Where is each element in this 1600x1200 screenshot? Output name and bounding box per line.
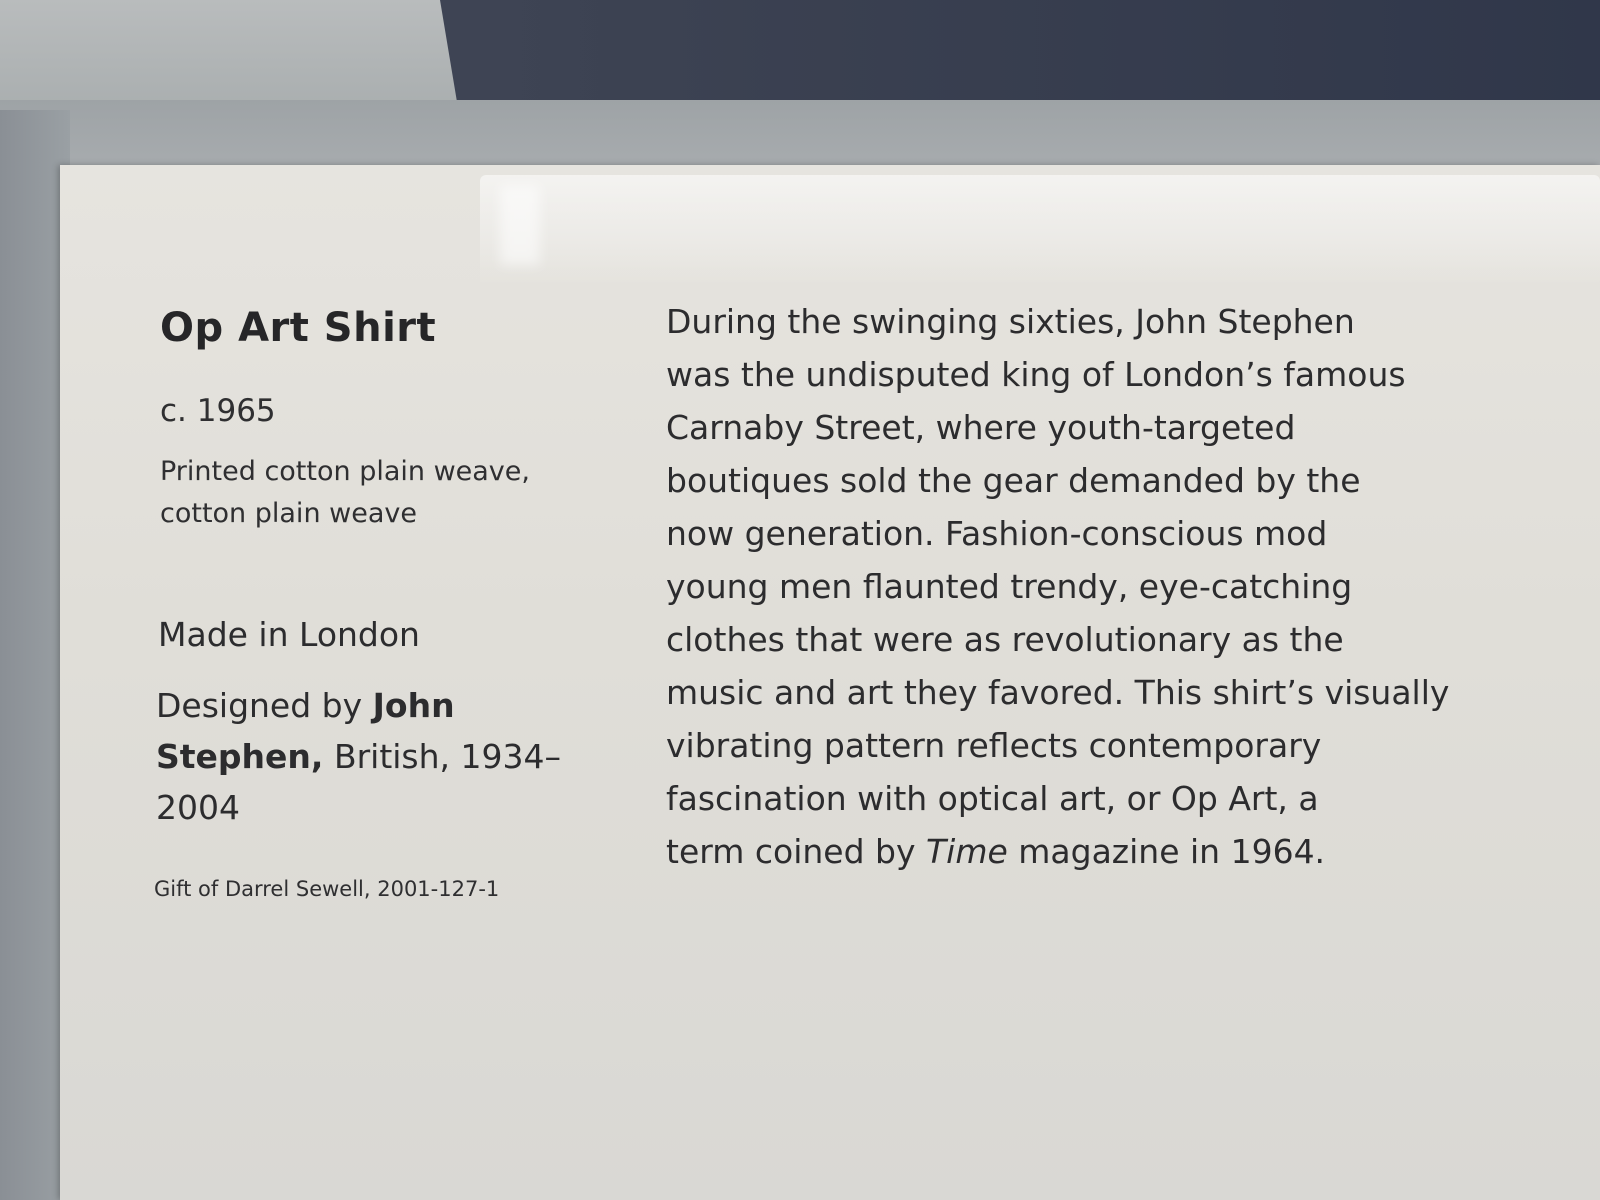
description-line: young men flaunted trendy, eye-catching (666, 567, 1353, 606)
description-line: music and art they favored. This shirt’s visually (666, 673, 1450, 712)
object-place: Made in London (158, 615, 420, 654)
museum-label-card (60, 165, 1600, 1200)
object-title: Op Art Shirt (160, 305, 437, 351)
designer-prefix: Designed by (156, 686, 373, 725)
description-line: Carnaby Street, where youth-targeted (666, 408, 1296, 447)
object-designer (156, 680, 576, 833)
light-glare-streak (500, 185, 540, 265)
description-last-after: magazine in 1964. (1007, 832, 1326, 871)
object-date: c. 1965 (160, 393, 276, 429)
description-last-italic: Time (926, 832, 1008, 871)
description-line: was the undisputed king of London’s famous (666, 355, 1406, 394)
description-line: clothes that were as revolutionary as the (666, 620, 1344, 659)
object-credit-line: Gift of Darrel Sewell, 2001-127-1 (154, 877, 500, 901)
description-line: fascination with optical art, or Op Art, a (666, 779, 1319, 818)
light-glare (480, 175, 1600, 285)
designer-name: John Stephen, (156, 686, 455, 776)
designer-suffix: British, 1934–2004 (156, 737, 561, 827)
object-description (666, 295, 1546, 878)
description-line: During the swinging sixties, John Stephen (666, 302, 1355, 341)
object-medium: Printed cotton plain weave, cotton plain weave (160, 456, 530, 529)
description-line: vibrating pattern reflects contemporary (666, 726, 1322, 765)
description-line: now generation. Fashion-conscious mod (666, 514, 1328, 553)
description-line: boutiques sold the gear demanded by the (666, 461, 1361, 500)
description-last-before: term coined by (666, 832, 926, 871)
description-line-last (666, 825, 1546, 878)
